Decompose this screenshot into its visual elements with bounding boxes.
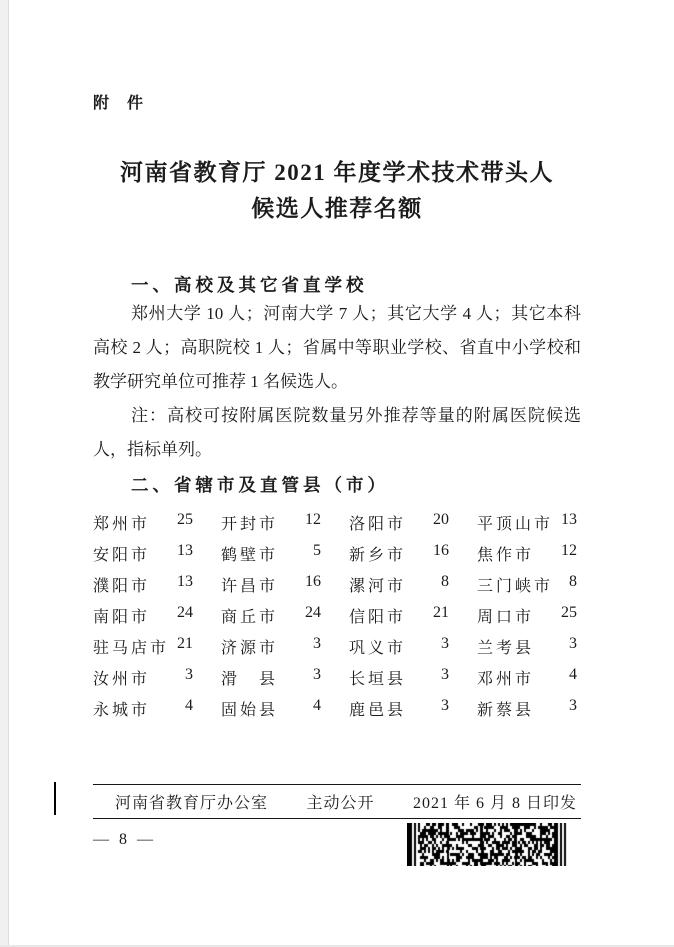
- quota-value: 3: [569, 635, 577, 652]
- quota-value: 3: [185, 666, 193, 683]
- region-name: 汝州市: [93, 671, 151, 688]
- quota-value: 12: [305, 511, 321, 528]
- text-line: 人，指标单列。: [93, 440, 212, 459]
- quota-value: 20: [433, 511, 449, 528]
- region-name: 焦作市: [477, 547, 535, 564]
- quota-row: [93, 693, 581, 724]
- quota-row: [93, 538, 581, 569]
- attachment-label: 附 件: [93, 95, 145, 112]
- document-content: [93, 0, 581, 724]
- quota-cell: [477, 511, 581, 534]
- section-one-heading: 一、高校及其它省直学校: [131, 275, 368, 295]
- quota-value: 13: [177, 573, 193, 590]
- footer-rule-bottom: [93, 818, 581, 819]
- region-name: 固始县: [221, 702, 279, 719]
- footer-rule-top: [93, 784, 581, 785]
- quota-value: 3: [441, 697, 449, 714]
- quota-cell: [477, 604, 581, 627]
- region-name: 商丘市: [221, 609, 279, 626]
- quota-value: 13: [177, 542, 193, 559]
- quota-row: [93, 600, 581, 631]
- quota-value: 3: [441, 666, 449, 683]
- quota-cell: [477, 697, 581, 720]
- quota-value: 8: [569, 573, 577, 590]
- quota-value: 16: [433, 542, 449, 559]
- section-one-paragraph: [93, 297, 581, 399]
- quota-cell: [93, 697, 221, 720]
- region-name: 漯河市: [349, 578, 407, 595]
- quota-value: 3: [441, 635, 449, 652]
- page-left-edge: [0, 0, 9, 947]
- region-name: 许昌市: [221, 578, 279, 595]
- quota-value: 5: [313, 542, 321, 559]
- region-name: 邓州市: [477, 671, 535, 688]
- quota-cell: [93, 635, 221, 658]
- region-name: 新蔡县: [477, 702, 535, 719]
- quota-cell: [477, 542, 581, 565]
- region-name: 鹤壁市: [221, 547, 279, 564]
- quota-value: 13: [561, 511, 577, 528]
- region-name: 郑州市: [93, 516, 151, 533]
- quota-cell: [221, 542, 349, 565]
- region-name: 三门峡市: [477, 578, 554, 595]
- footer-issuer: 河南省教育厅办公室: [115, 795, 269, 812]
- footer-print-date: 2021 年 6 月 8 日印发: [412, 795, 577, 812]
- quota-cell: [221, 666, 349, 689]
- quota-cell: [93, 511, 221, 534]
- quota-cell: [221, 635, 349, 658]
- barcode-icon: [407, 823, 567, 866]
- region-name: 济源市: [221, 640, 279, 657]
- quota-cell: [349, 697, 477, 720]
- text-line: 郑州大学 10 人；河南大学 7 人；其它大学 4 人；其它本科: [131, 304, 581, 323]
- quota-value: 3: [313, 666, 321, 683]
- region-name: 长垣县: [349, 671, 407, 688]
- quota-cell: [349, 666, 477, 689]
- quota-cell: [349, 542, 477, 565]
- region-name: 南阳市: [93, 609, 151, 626]
- quota-value: 4: [569, 666, 577, 683]
- quota-cell: [349, 604, 477, 627]
- quota-cell: [477, 573, 581, 596]
- region-name: 兰考县: [477, 640, 535, 657]
- document-title-line1: 河南省教育厅 2021 年度学术技术带头人: [120, 160, 554, 185]
- region-name: 开封市: [221, 516, 279, 533]
- region-name: 新乡市: [349, 547, 407, 564]
- quota-cell: [477, 666, 581, 689]
- quota-value: 24: [177, 604, 193, 621]
- quota-value: 21: [433, 604, 449, 621]
- quota-value: 12: [561, 542, 577, 559]
- quota-cell: [93, 542, 221, 565]
- quota-cell: [349, 511, 477, 534]
- section-two-heading: 二、省辖市及直管县（市）: [131, 475, 389, 495]
- text-line: 注：高校可按附属医院数量另外推荐等量的附属医院候选: [131, 406, 581, 425]
- document-title-line2: 候选人推荐名额: [251, 196, 423, 221]
- region-name: 巩义市: [349, 640, 407, 657]
- quota-row: [93, 569, 581, 600]
- region-name: 濮阳市: [93, 578, 151, 595]
- quota-cell: [93, 604, 221, 627]
- document-title: [93, 155, 581, 227]
- quota-value: 4: [185, 697, 193, 714]
- quota-cell: [93, 666, 221, 689]
- region-name: 信阳市: [349, 609, 407, 626]
- footer-colophon: [93, 790, 581, 813]
- quota-value: 25: [177, 511, 193, 528]
- quota-value: 21: [177, 635, 193, 652]
- quota-value: 4: [313, 697, 321, 714]
- quota-value: 16: [305, 573, 321, 590]
- region-name: 平顶山市: [477, 516, 554, 533]
- quota-cell: [221, 604, 349, 627]
- region-name: 驻马店市: [93, 640, 170, 657]
- section-one-note: [93, 399, 581, 467]
- quota-value: 8: [441, 573, 449, 590]
- region-name: 洛阳市: [349, 516, 407, 533]
- region-name: 永城市: [93, 702, 151, 719]
- text-line: 高校 2 人；高职院校 1 人；省属中等职业学校、省直中小学校和: [93, 338, 581, 357]
- quota-row: [93, 631, 581, 662]
- quota-value: 24: [305, 604, 321, 621]
- footer-disclosure: 主动公开: [306, 795, 375, 812]
- region-name: 安阳市: [93, 547, 151, 564]
- quota-cell: [349, 573, 477, 596]
- quota-cell: [221, 511, 349, 534]
- quota-value: 3: [313, 635, 321, 652]
- page-number: — 8 —: [93, 831, 156, 848]
- quota-cell: [221, 697, 349, 720]
- quota-value: 3: [569, 697, 577, 714]
- quota-cell: [93, 573, 221, 596]
- region-name: 周口市: [477, 609, 535, 626]
- region-name: 滑 县: [221, 671, 279, 688]
- quota-table: [93, 507, 581, 724]
- quota-value: 25: [561, 604, 577, 621]
- quota-cell: [221, 573, 349, 596]
- quota-row: [93, 507, 581, 538]
- quota-cell: [349, 635, 477, 658]
- region-name: 鹿邑县: [349, 702, 407, 719]
- margin-fold-mark: [54, 782, 56, 815]
- quota-cell: [477, 635, 581, 658]
- text-line: 教学研究单位可推荐 1 名候选人。: [93, 372, 348, 391]
- quota-row: [93, 662, 581, 693]
